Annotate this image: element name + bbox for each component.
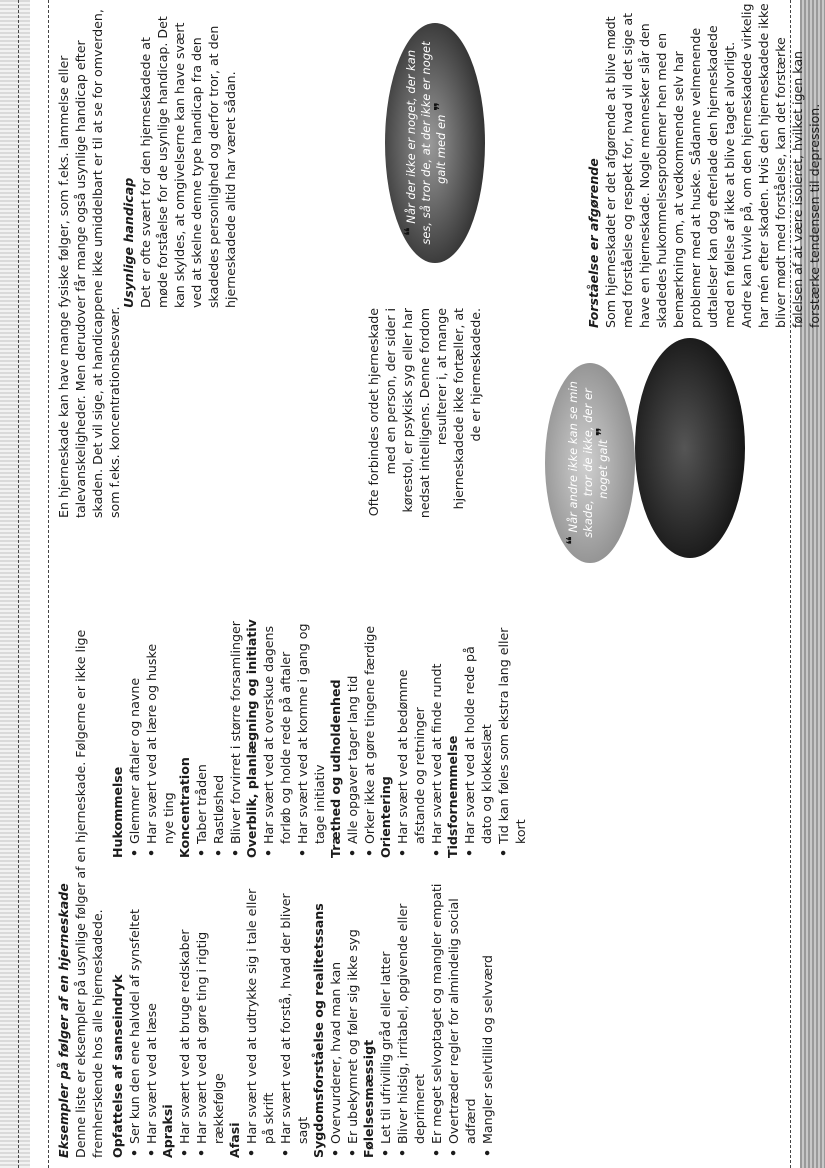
list-item: • Har svært ved at udtrykke sig i tale eller på skrift <box>243 878 277 1144</box>
eksempler-intro: Denne liste er eksempler på usynlige følger af en hjerneskade. Følgerne er ikke lige fremherskende hos alle hjerneskadede. <box>73 629 105 1158</box>
list-item: • Tid kan føles som ekstra lang eller kort <box>495 618 529 844</box>
quote-bubble-3 <box>630 333 750 563</box>
group-koncentration <box>177 618 244 858</box>
list-item: • Glemmer aftaler og navne <box>126 618 143 844</box>
list-item: • Har svært ved at forstå, hvad der bliver sagt <box>277 878 311 1144</box>
group-traethed <box>328 618 378 858</box>
usynlige-section <box>120 8 239 308</box>
group-orientering <box>378 618 445 858</box>
group-apraksi <box>160 878 227 1158</box>
group-title: Hukommelse <box>110 766 125 858</box>
group-opfattelse <box>110 878 160 1158</box>
bubble-2-text: ❝ Når andre ikke kan se min skade, tror de ikke, der er noget galt ❞ <box>563 381 611 545</box>
bubble-1-text: ❝ Når der ikke er noget, der kan ses, så tror de, at der ikke er noget galt med en ❞ <box>401 41 449 245</box>
list-item: • Overtræder regler for almindelig social adfærd <box>445 878 479 1144</box>
group-hukommelse <box>110 618 177 858</box>
list-item: • Er meget selvoptaget og mangler empati <box>428 878 445 1144</box>
list-item: • Har svært ved at gøre ting i rigtig rækkefølge <box>193 878 227 1144</box>
usynlige-text: Det er ofte svært for den hjerneskadede at møde forståelse for de usynlige handicap. Det kan skyldes, at omgivelserne kan have svært ved at skelne denne type handicap fra den skadedes personlighed og derfor tror, at den hjerneskadede altid har været sådan. <box>138 16 238 308</box>
list-item: • Taber tråden <box>193 618 210 844</box>
list-item: • Alle opgaver tager lang tid <box>344 618 361 844</box>
group-title: Sygdomsforståelse og realitetssans <box>311 903 326 1158</box>
list-item: • Har svært ved at lære og huske nye ting <box>143 618 177 844</box>
examples-column-2 <box>110 878 496 1158</box>
eksempler-heading: Eksempler på følger af en hjerneskade <box>56 883 71 1158</box>
quote-close-icon: ❞ <box>431 102 449 111</box>
group-title: Følelsesmæssigt <box>361 1039 376 1158</box>
list-item: • Bliver hidsig, irritabel, opgivende eller deprimeret <box>394 878 428 1144</box>
group-title: Apraksi <box>160 1104 175 1158</box>
list-item: • Rastløshed <box>210 618 227 844</box>
group-title: Træthed og udholdenhed <box>328 679 343 858</box>
examples-column-1 <box>110 618 529 858</box>
list-item: • Har svært ved at bedømme afstande og retninger <box>394 618 428 844</box>
list-item: • Overvurderer, hvad man kan <box>327 878 344 1144</box>
forstaaelse-paragraph <box>585 3 823 328</box>
list-item: • Er ubekymret og føler sig ikke syg <box>344 878 361 1144</box>
list-item: • Let til ufrivillig gråd eller latter <box>377 878 394 1144</box>
bubble-3-shape <box>635 338 745 558</box>
group-afasi <box>227 878 311 1158</box>
list-item: • Har svært ved at finde rundt <box>428 618 445 844</box>
intro-paragraph: En hjerneskade kan have mange fysiske følger, som f.eks. lammelse eller talevanskeligheder. Men derudover får mange også usynlige handicap efter skaden. Det vil sige, at handicappene ikke umiddelbart er til at se for omverden, som f.eks. koncentrationsbesvær. <box>56 9 122 518</box>
list-item: • Ser kun den ene halvdel af synsfeltet <box>126 878 143 1144</box>
group-title: Overblik, planlægning og initiativ <box>244 619 259 858</box>
list-item: • Orker ikke at gøre tingene færdige <box>361 618 378 844</box>
group-title: Afasi <box>227 1122 242 1158</box>
list-item: • Har svært ved at komme i gang og tage initiativ <box>294 618 328 844</box>
group-title: Orientering <box>378 776 393 858</box>
group-title: Tidsfornemmelse <box>445 735 460 858</box>
group-tidsfornemmelse <box>445 618 529 858</box>
list-item: • Har svært ved at bruge redskaber <box>176 878 193 1144</box>
group-foelelsesmaessigt <box>361 878 496 1158</box>
forstaaelse-text: Som hjerneskadet er det afgørende at blive mødt med forståelse og respekt for, hvad vil det sige at have en hjerneskade. Nogle mennesker slår den skadedes hukommelsesproblemer hen med en bemærkning om, at vedkommende selv har problemer med at huske. Sådanne velmenende udtalelser kan dog efterlade den hjerneskadede med en følelse af ikke at blive taget alvorligt. Andre kan tvivle på, om den hjerneskadede virkelig har mén efter skaden. Hvis den hjerneskadede ikke bliver mødt med forståelse, kan det forstærke følelsen af at være isoleret, hvilket igen kan forstærke tendensen til depression. <box>603 3 822 328</box>
list-item: • Har svært ved at holde rede på dato og klokkeslæt <box>461 618 495 844</box>
group-sygdomsforstaaelse <box>311 878 361 1158</box>
forstaaelse-heading: Forståelse er afgørende <box>586 158 601 328</box>
list-item: • Har svært ved at læse <box>143 878 160 1144</box>
quote-close-icon: ❞ <box>593 427 611 437</box>
group-title: Koncentration <box>177 757 192 858</box>
quote-open-icon: ❝ <box>563 536 581 545</box>
eksempler-header <box>55 618 106 1158</box>
usynlige-heading: Usynlige handicap <box>121 177 136 308</box>
group-title: Opfattelse af sanseindryk <box>110 974 125 1158</box>
list-item: • Har svært ved at overskue dagens forløb og holde rede på aftaler <box>260 618 294 844</box>
ofte-paragraph: Ofte forbindes ordet hjerneskade med en person, der sider i kørestol, er psykisk syg eller har nedsat intelligens. Denne fordom resulterer i, at mange hjerneskadede ikke fortæller, at de er hjerneskadede. <box>366 308 483 519</box>
group-overblik <box>244 618 328 858</box>
list-item: • Bliver forvirret i større forsamlinger <box>227 618 244 844</box>
list-item: • Mangler selvtillid og selvværd <box>479 878 496 1144</box>
quote-open-icon: ❝ <box>401 227 419 237</box>
